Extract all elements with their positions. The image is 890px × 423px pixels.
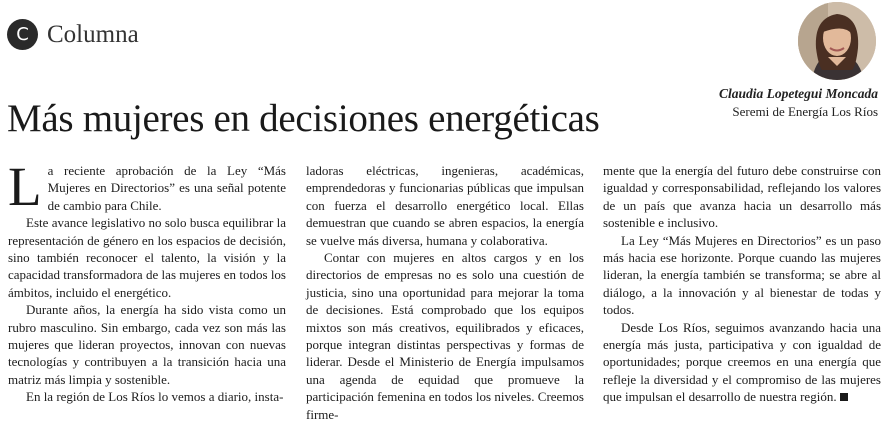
paragraph: Desde Los Ríos, seguimos avanzando hacia una energía más justa, participativa y con igualdad de oportunidades; porque creemos en una energía que refleje la diversidad y el compromiso de las mujeres que impulsan el desarrollo de nuestra región.	[603, 319, 881, 405]
article-column-2	[306, 162, 584, 423]
article-column-3	[603, 162, 881, 406]
section-label: Columna	[47, 21, 139, 48]
end-mark-icon	[840, 393, 848, 401]
paragraph: mente que la energía del futuro debe construirse con igualdad y corresponsabilidad, reflejando los valores de un país que avanza hacia un desarrollo más sostenible e inclusivo.	[603, 163, 881, 231]
headline: Más mujeres en decisiones energéticas	[7, 97, 600, 140]
column-badge-icon: C	[7, 19, 38, 50]
author-photo	[798, 2, 876, 80]
paragraph: Este avance legislativo no solo busca equilibrar la representación de género en los espacios de decisión, sino también reconocer el talento, la visión y la capacidad transformadora de las mujeres en todos los ámbitos, incluido el energético.	[8, 215, 286, 300]
drop-cap: L	[8, 156, 42, 217]
paragraph: Durante años, la energía ha sido vista como un rubro masculino. Sin embargo, cada vez son más las mujeres que lideran proyectos, innovan con nuevas tecnologías y contribuyen a la transición hacia una matriz más limpia y sostenible.	[8, 302, 286, 387]
paragraph: En la región de Los Ríos lo vemos a diario, insta-	[26, 389, 284, 405]
author-name: Claudia Lopetegui Moncada	[718, 86, 878, 101]
paragraph: Contar con mujeres en altos cargos y en los directorios de empresas no es solo una cuestión de justicia, sino una oportunidad para mejorar la toma de decisiones. Está comprobado que los equipos mixtos son más creativos, equilibrados y eficaces, porque integran distintas perspectivas y formas de liderar. Desde el Ministerio de Energía impulsamos una agenda de equidad que promueve la participación femenina en todos los niveles. Creemos firme-	[306, 250, 584, 422]
paragraph: ladoras eléctricas, ingenieras, académicas, emprendedoras y funcionarias públicas que impulsan con fuerza el desarrollo energético local. Ellas demuestran que cuando se abren espacios, la energía se vuelve más diversa, humana y colaborativa.	[306, 163, 584, 248]
author-role: Seremi de Energía Los Ríos	[732, 104, 878, 119]
paragraph: La reciente aprobación de la Ley “Más Mujeres en Directorios” es una señal potente de cambio para Chile.	[8, 156, 286, 217]
paragraph: La Ley “Más Mujeres en Directorios” es un paso más hacia ese horizonte. Porque cuando las mujeres lideran, la energía también se transforma; se abre al diálogo, a la innovación y al bienestar de todas y todos.	[603, 232, 881, 318]
article-column-1	[8, 156, 286, 406]
